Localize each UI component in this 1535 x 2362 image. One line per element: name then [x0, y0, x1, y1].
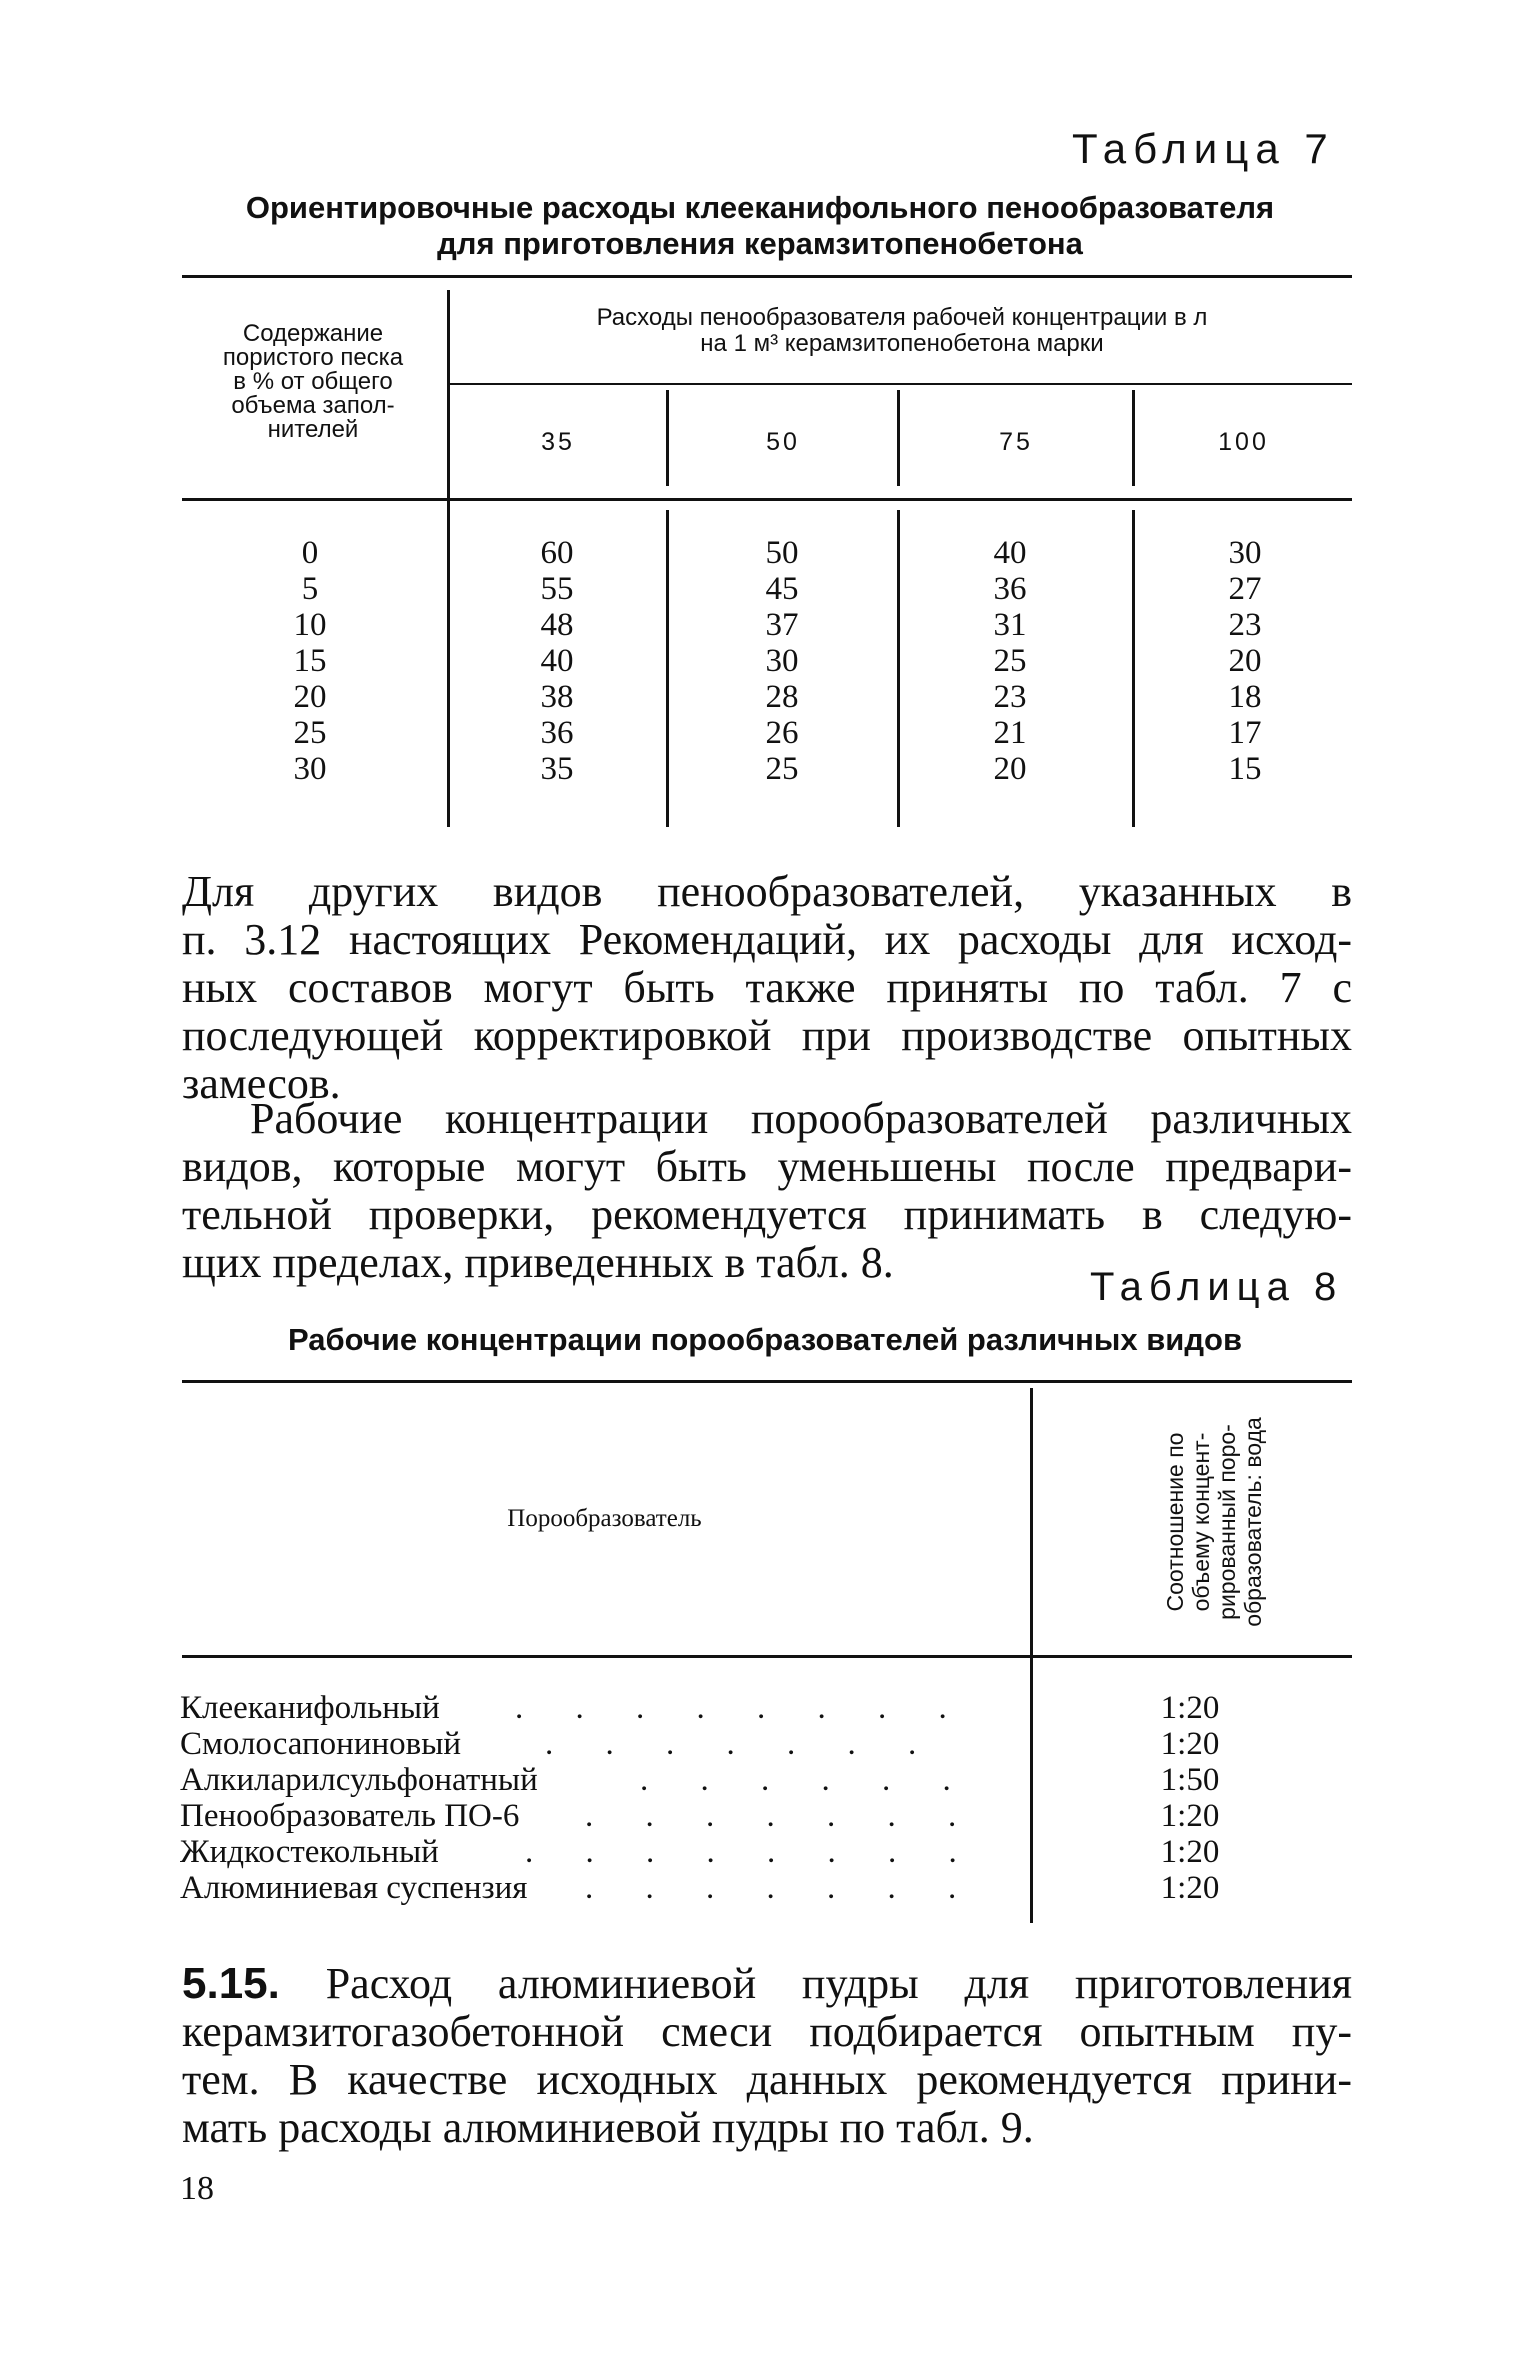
- table-cell: 30: [293, 751, 327, 787]
- table-cell: 10: [293, 607, 327, 643]
- grade-50-column: [722, 535, 842, 787]
- table7-subheader-rule: [450, 383, 1352, 385]
- table7-body-divider-3: [897, 510, 900, 827]
- table8-header-rule: [182, 1655, 1352, 1658]
- table7-header-rule: [182, 498, 1352, 501]
- table-cell: 30: [765, 643, 799, 679]
- table-cell: 15: [293, 643, 327, 679]
- leader-dots: . . . . . . .: [585, 1798, 979, 1834]
- leader-dots: . . . . . . . .: [515, 1690, 969, 1726]
- leader-dots: . . . . . .: [640, 1762, 973, 1798]
- paragraph-line: замесов.: [182, 1059, 341, 1108]
- sand-percent-column: [250, 535, 370, 787]
- ratio-cell: 1:50: [1160, 1762, 1220, 1798]
- paragraph-line: Для других видов пенообразователей, указанных в: [182, 867, 1352, 916]
- table-cell: 23: [993, 679, 1027, 715]
- section-number: 5.15.: [182, 1959, 280, 2008]
- paragraph-line: ных составов могут быть также приняты по табл. 7 с: [182, 963, 1352, 1012]
- paragraph-3: [182, 1960, 1352, 2152]
- table8-names: [180, 1690, 1030, 1906]
- paragraph-line: тельной проверки, рекомендуется принимать в следую-: [182, 1190, 1352, 1239]
- paragraph-line: щих пределах, приведенных в табл. 8.: [182, 1238, 894, 1287]
- grade-100-column: [1185, 535, 1305, 787]
- grade-75-column: [950, 535, 1070, 787]
- table-cell: 5: [301, 571, 319, 607]
- table7-title: [180, 190, 1340, 262]
- table-cell: 17: [1228, 715, 1262, 751]
- table7-row-header: [182, 322, 444, 442]
- row-header-line: объема запол-: [231, 392, 395, 419]
- paragraph-line: тем. В качестве исходных данных рекомендуется прини-: [182, 2055, 1352, 2104]
- former-name: Смолосапониновый: [180, 1726, 462, 1762]
- ratio-cell: 1:20: [1160, 1834, 1220, 1870]
- grade-100: 100: [1218, 428, 1269, 456]
- table-cell: 55: [540, 571, 574, 607]
- ratio-cell: 1:20: [1160, 1870, 1220, 1906]
- col2-header-line: объему концент-: [1188, 1432, 1214, 1612]
- table-row: [180, 1726, 1030, 1762]
- table-cell: 20: [1228, 643, 1262, 679]
- former-name: Пенообразователь ПО-6: [180, 1798, 520, 1834]
- table-cell: 20: [293, 679, 327, 715]
- grade-50: 50: [766, 428, 800, 456]
- table7-top-rule: [182, 275, 1352, 278]
- paragraph-line: п. 3.12 настоящих Рекомендаций, их расходы для исход-: [182, 915, 1352, 964]
- table-cell: 35: [540, 751, 574, 787]
- paragraph-1: [182, 868, 1352, 1108]
- table-cell: 36: [993, 571, 1027, 607]
- table7-group-header: [452, 305, 1352, 357]
- table-cell: 60: [540, 535, 574, 571]
- table-cell: 23: [1228, 607, 1262, 643]
- table-cell: 30: [1228, 535, 1262, 571]
- table-cell: 50: [765, 535, 799, 571]
- table-cell: 27: [1228, 571, 1262, 607]
- table8-col-divider: [1030, 1388, 1033, 1923]
- table-row: [180, 1834, 1030, 1870]
- paragraph-line: мать расходы алюминиевой пудры по табл. 9.: [182, 2103, 1034, 2152]
- table-cell: 38: [540, 679, 574, 715]
- table-cell: 40: [540, 643, 574, 679]
- table-cell: 36: [540, 715, 574, 751]
- table7-title-line1: Ориентировочные расходы клееканифольного пенообразователя: [245, 190, 1275, 225]
- table-row: [180, 1870, 1030, 1906]
- table8-top-rule: [182, 1380, 1352, 1383]
- table7-label: Таблица 7: [1072, 125, 1335, 172]
- table-cell: 15: [1228, 751, 1262, 787]
- table8-col1-header: Порообразователь: [507, 1505, 702, 1532]
- table8-title: Рабочие концентрации порообразователей различных видов: [287, 1322, 1243, 1357]
- table-cell: 25: [993, 643, 1027, 679]
- table-cell: 21: [993, 715, 1027, 751]
- grade-35-column: [497, 535, 617, 787]
- table8-col2-header: [1036, 1394, 1352, 1650]
- table-cell: 48: [540, 607, 574, 643]
- table7-col-divider-1: [447, 290, 450, 827]
- former-name: Клееканифольный: [180, 1690, 440, 1726]
- page-number: 18: [180, 2170, 214, 2207]
- table-cell: 37: [765, 607, 799, 643]
- col2-header-line: рированный поро-: [1214, 1424, 1240, 1620]
- col2-header-line: образователь: вода: [1240, 1417, 1266, 1627]
- table-cell: 20: [993, 751, 1027, 787]
- table-cell: 40: [993, 535, 1027, 571]
- table8-label: Таблица 8: [1090, 1265, 1344, 1309]
- table-cell: 18: [1228, 679, 1262, 715]
- row-header-line: Содержание: [242, 320, 384, 347]
- grade-75: 75: [999, 428, 1033, 456]
- leader-dots: . . . . . . . .: [525, 1834, 979, 1870]
- paragraph-line: Рабочие концентрации порообразователей различных: [250, 1094, 1352, 1143]
- former-name: Алюминиевая суспензия: [180, 1870, 528, 1906]
- table7-body-divider-4: [1132, 510, 1135, 827]
- table-cell: 26: [765, 715, 799, 751]
- row-header-line: в % от общего: [233, 368, 393, 395]
- table-row: [180, 1798, 1030, 1834]
- paragraph-2: [182, 1095, 1352, 1287]
- paragraph-line: видов, которые могут быть уменьшены после предвари-: [182, 1142, 1352, 1191]
- table-cell: 31: [993, 607, 1027, 643]
- leader-dots: . . . . . . .: [545, 1726, 939, 1762]
- ratio-cell: 1:20: [1160, 1690, 1220, 1726]
- row-header-line: нителей: [267, 416, 359, 443]
- paragraph-line: последующей корректировкой при производстве опытных: [182, 1011, 1352, 1060]
- table-row: [180, 1690, 1030, 1726]
- former-name: Алкиларилсульфонатный: [180, 1762, 538, 1798]
- ratio-cell: 1:20: [1160, 1798, 1220, 1834]
- group-header-line: на 1 м³ керамзитопенобетона марки: [700, 330, 1104, 357]
- grade-35: 35: [541, 428, 575, 456]
- table-row: [180, 1762, 1030, 1798]
- paragraph-line: керамзитогазобетонной смеси подбирается опытным пу-: [182, 2007, 1352, 2056]
- table-cell: 25: [293, 715, 327, 751]
- group-header-line: Расходы пенообразователя рабочей концентрации в л: [596, 304, 1208, 331]
- leader-dots: . . . . . . .: [585, 1870, 979, 1906]
- paragraph-text: Расход алюминиевой пудры для приготовления: [325, 1959, 1353, 2008]
- table8-ratios: [1110, 1690, 1270, 1906]
- former-name: Жидкостекольный: [180, 1834, 439, 1870]
- paragraph-line: [182, 1960, 1352, 2008]
- table7-body-divider-2: [666, 510, 669, 827]
- table-cell: 25: [765, 751, 799, 787]
- ratio-cell: 1:20: [1160, 1726, 1220, 1762]
- col2-header-line: Соотношение по: [1162, 1432, 1188, 1612]
- table-cell: 45: [765, 571, 799, 607]
- table7-title-line2: для приготовления керамзитопенобетона: [437, 226, 1083, 261]
- row-header-line: пористого песка: [222, 344, 404, 371]
- table-cell: 0: [301, 535, 319, 571]
- table-cell: 28: [765, 679, 799, 715]
